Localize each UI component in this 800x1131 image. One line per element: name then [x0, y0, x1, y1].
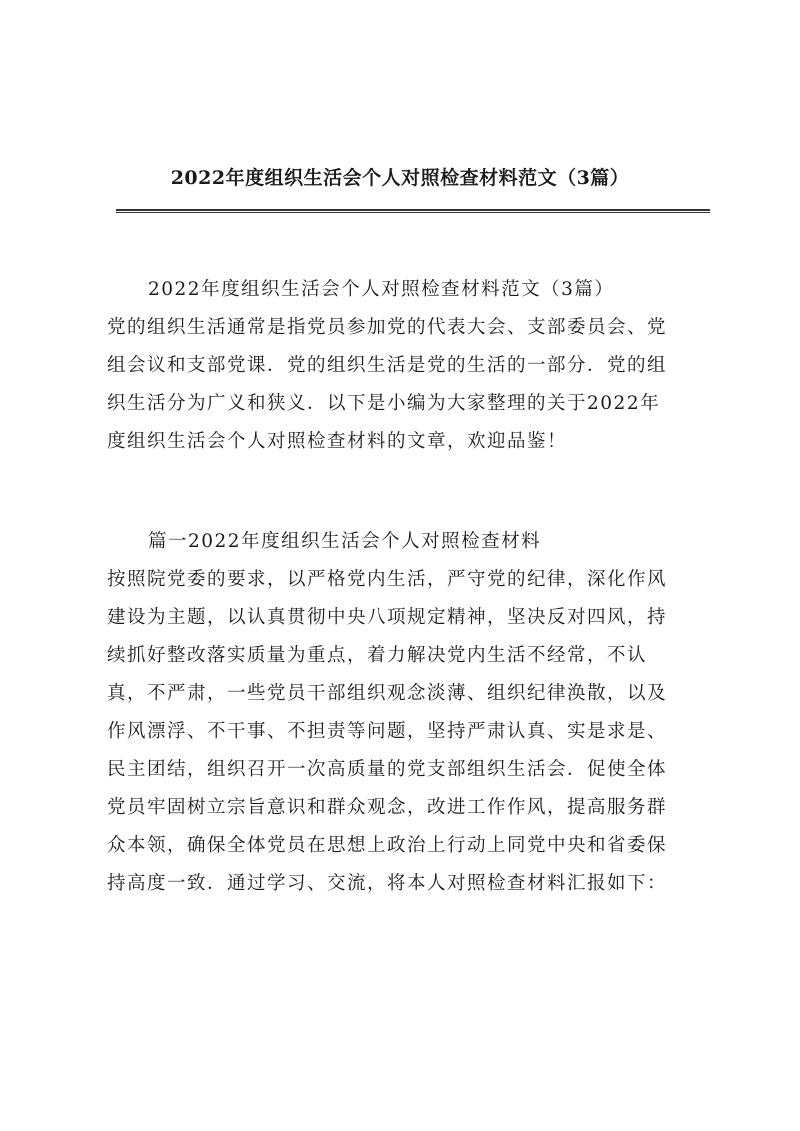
section-one-line: 作风漂浮、不干事、不担责等问题，坚持严肃认真、实是求是、 — [107, 721, 668, 742]
section-one-line: 真，不严肃，一些党员干部组织观念淡薄、组织纪律涣散，以及 — [107, 683, 668, 704]
section-one-line: 众本领，确保全体党员在思想上政治上行动上同党中央和省委保 — [107, 835, 668, 856]
intro-line: 党的组织生活通常是指党员参加党的代表大会、支部委员会、党 — [107, 317, 668, 338]
intro-line: 织生活分为广义和狭义．以下是小编为大家整理的关于2022年 — [107, 393, 661, 414]
section-one-paragraph — [107, 523, 707, 903]
document-title: 2022年度组织生活会个人对照检查材料范文（3篇） — [170, 167, 630, 189]
intro-line: 度组织生活会个人对照检查材料的文章，欢迎品鉴！ — [107, 431, 568, 452]
intro-paragraph — [107, 271, 707, 461]
intro-heading: 2022年度组织生活会个人对照检查材料范文（3篇） — [148, 279, 615, 300]
section-one-line: 持高度一致．通过学习、交流，将本人对照检查材料汇报如下： — [107, 873, 668, 894]
section-one-line: 民主团结，组织召开一次高质量的党支部组织生活会．促使全体 — [107, 759, 668, 780]
section-one-line: 按照院党委的要求，以严格党内生活，严守党的纪律，深化作风 — [107, 569, 668, 590]
section-one-heading: 篇一2022年度组织生活会个人对照检查材料 — [148, 531, 542, 552]
intro-line: 组会议和支部党课．党的组织生活是党的生活的一部分．党的组 — [107, 355, 668, 376]
title-divider — [116, 209, 710, 213]
section-one-line: 续抓好整改落实质量为重点，着力解决党内生活不经常，不认 — [107, 645, 648, 666]
section-one-line: 建设为主题，以认真贯彻中央八项规定精神，坚决反对四风，持 — [107, 607, 668, 628]
section-one-line: 党员牢固树立宗旨意识和群众观念，改进工作作风，提高服务群 — [107, 797, 668, 818]
